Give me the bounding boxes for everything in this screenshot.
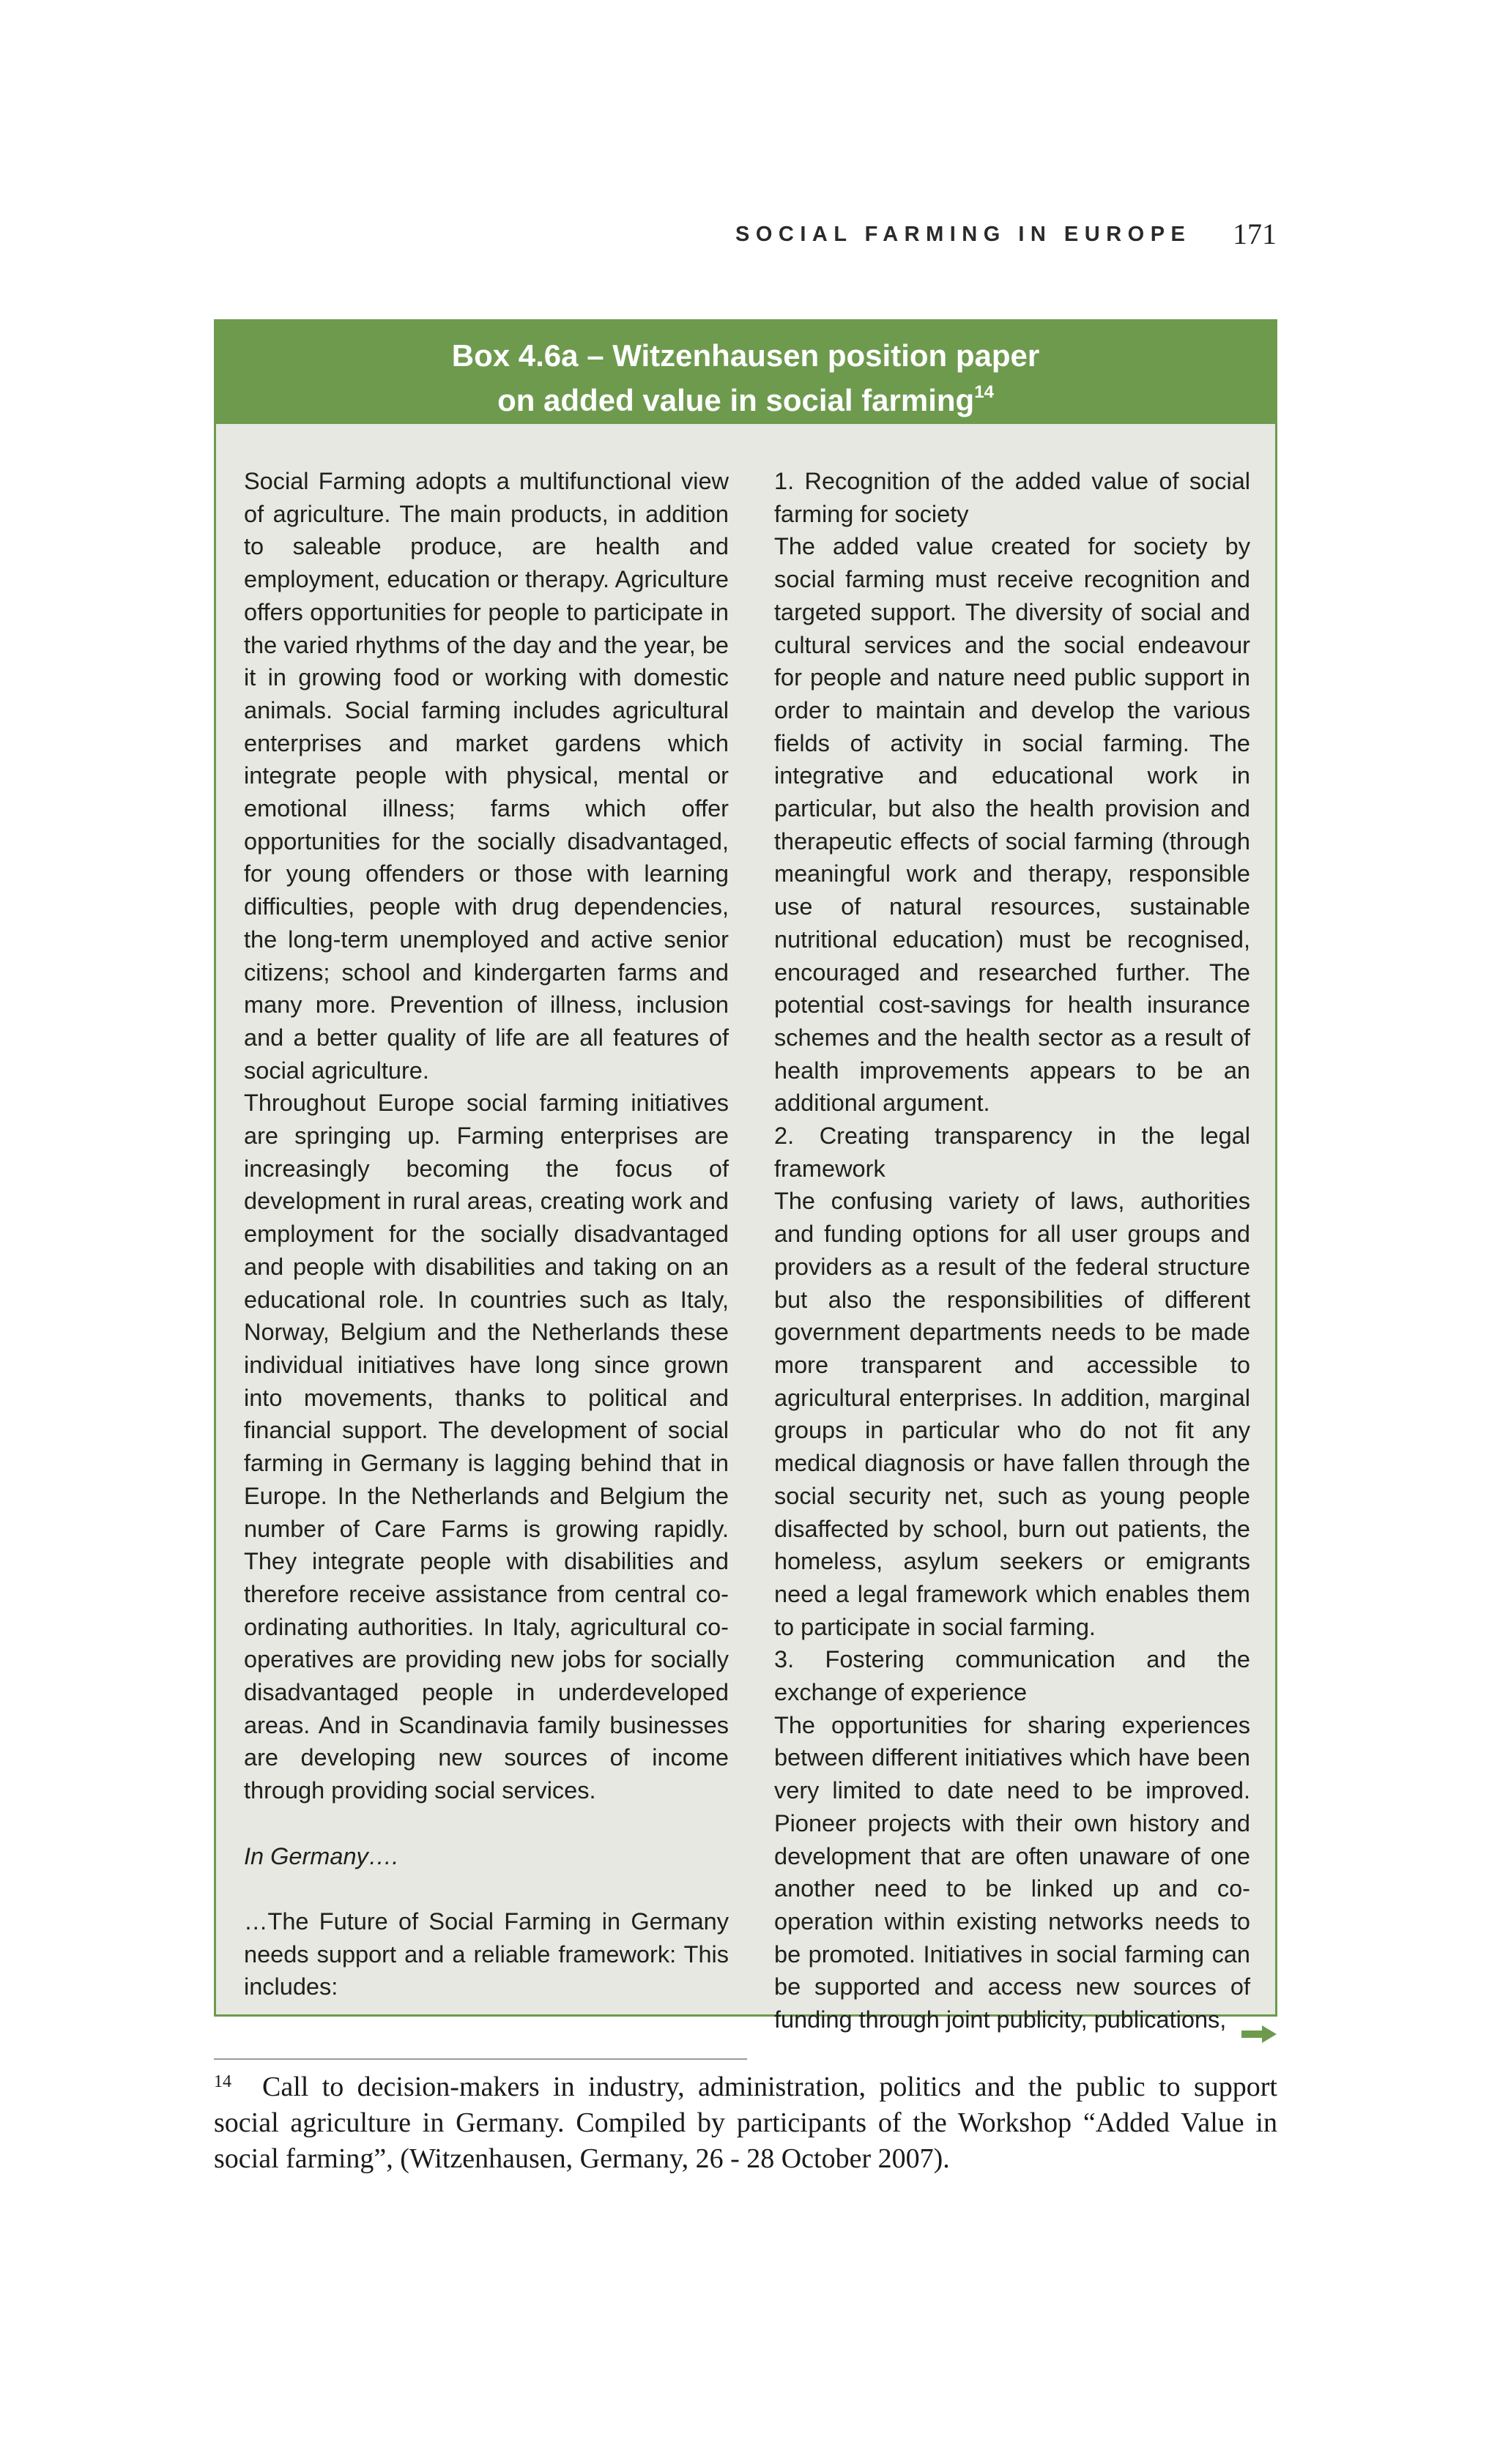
footnote-mark: 14	[214, 2072, 231, 2091]
box-title-line-2-text: on added value in social farming	[497, 383, 975, 417]
box-title-line-2	[216, 378, 1275, 423]
paragraph: Social Farming adopts a multifunctional view of agriculture. The main products, in addition to saleable produce, are health and employment, education or therapy. Agriculture offers opportunities for people to participate in the varied rhythms of the day and the year, be it in growing food or working with domestic animals. Social farming includes agricultural enterprises and market gardens which integrate people with physical, mental or emotional illness; farms which offer opportunities for the socially disadvantaged, for young offenders or those with learning difficulties, people with drug dependencies, the long-term unemployed and active senior citizens; school and kindergarten farms and many more. Prevention of illness, inclusion and a better quality of life are all features of social agriculture.	[244, 468, 729, 1084]
box-right-column	[774, 465, 1250, 2036]
footnote	[214, 2069, 1277, 2177]
footnote-reference: 14	[974, 382, 994, 402]
item-text: The added value created for society by social farming must receive recognition and targeted support. The diversity of social and cultural services and the social endeavour for people and nature need public support in order to maintain and develop the various fields of activity in social farming. The integrative and educational work in particular, but also the health provision and therapeutic effects of social farming (through meaningful work and therapy, responsible use of natural resources, sustainable nutritional education) must be recognised, encouraged and researched further. The potential cost-savings for health insurance schemes and the health sector as a result of health improvements appears to be an additional argument.	[774, 533, 1250, 1117]
paragraph: …The Future of Social Farming in Germany needs support and a reliable framework: This includes:	[244, 1907, 729, 2000]
item-heading: 1. Recognition of the added value of social farming for society	[774, 468, 1250, 527]
item-heading: 3. Fostering communication and the exchange of experience	[774, 1646, 1250, 1706]
text-box	[214, 319, 1277, 2033]
paragraph: Throughout Europe social farming initiatives are springing up. Farming enterprises are increasingly becoming the focus of development in rural areas, creating work and employment for the socially disadvantaged and people with disabilities and taking on an educational role. In countries such as Italy, Norway, Belgium and the Netherlands these individual initiatives have long since grown into movements, thanks to political and financial support. The development of social farming in Germany is lagging behind that in Europe. In the Netherlands and Belgium the number of Care Farms is growing rapidly. They integrate people with disabilities and therefore receive assistance from central co-ordinating authorities. In Italy, agricultural co-operatives are providing new jobs for socially disadvantaged people in underdeveloped areas. And in Scandinavia family businesses are developing new sources of income through providing social services.	[244, 1090, 729, 1804]
box-left-column	[244, 465, 729, 2003]
box-title-line-1: Box 4.6a – Witzenhausen position paper	[451, 338, 1040, 373]
footnote-divider	[214, 2058, 747, 2060]
box-title	[216, 321, 1275, 424]
item-heading: 2. Creating transparency in the legal framework	[774, 1123, 1250, 1182]
running-title: SOCIAL FARMING IN EUROPE	[735, 223, 1192, 246]
page-number: 171	[1233, 217, 1277, 250]
item-text: The opportunities for sharing experiences between different initiatives which have been very limited to date need to be improved. Pioneer projects with their own history and development that are often unaware of one another need to be linked up and co-operation within existing networks needs to be promoted. Initiatives in social farming can be supported and access new sources of funding through joint publicity, publications,	[774, 1711, 1250, 2033]
italic-subheading: In Germany….	[244, 1842, 399, 1869]
item-text: The confusing variety of laws, authorities and funding options for all user groups and providers as a result of the federal structure but also the responsibilities of different government departments needs to be made more transparent and accessible to agricultural enterprises. In addition, marginal groups in particular who do not fit any medical diagnosis or have fallen through the social security net, such as young people disaffected by school, burn out patients, the homeless, asylum seekers or emigrants need a legal framework which enables them to participate in social farming.	[774, 1188, 1250, 1640]
arrow-right-icon	[1240, 2023, 1278, 2045]
footnote-text: Call to decision-makers in industry, administration, politics and the public to support social agriculture in Germany. Compiled by participants of the Workshop “Added Value in social farming”, (Witzenhausen, Germany, 26 - 28 October 2007).	[214, 2072, 1277, 2174]
